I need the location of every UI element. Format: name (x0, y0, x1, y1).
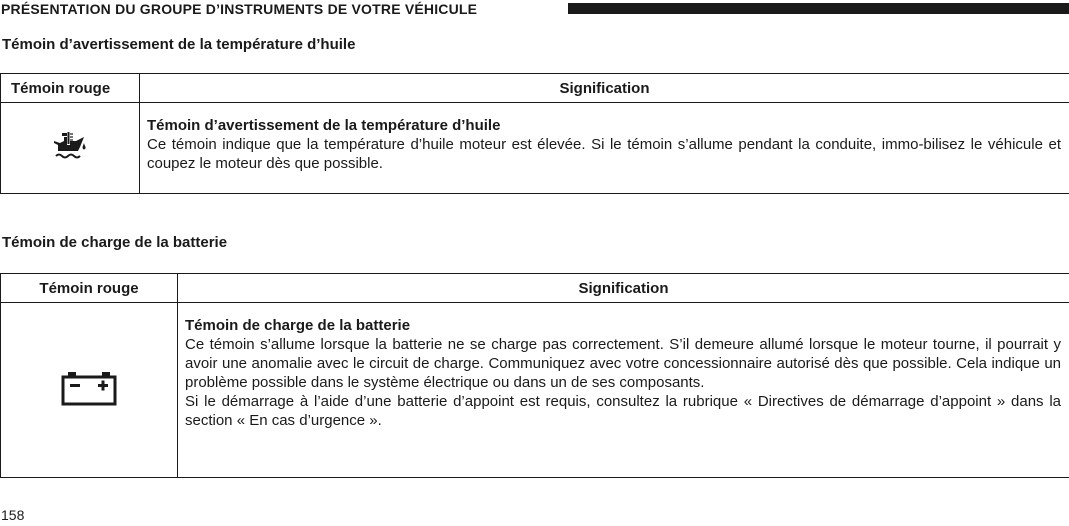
oil-description-cell (140, 103, 1069, 194)
battery-icon-cell (1, 303, 178, 478)
col-meaning-header: Signification (178, 274, 1069, 303)
col-indicator-header: Témoin rouge (1, 274, 178, 303)
table-header-row (1, 274, 1069, 303)
battery-description-title: Témoin de charge de la batterie (185, 317, 411, 334)
battery-warning-table (0, 273, 1069, 478)
battery-description-text: Ce témoin s’allume lorsque la batterie ne se charge pas correctement. S’il demeure allumé lorsque le moteur tourne, il pourrait y avoir une anomalie avec le circuit de charge. Communiquez avec votre concessionnaire autorisé dès que possible. Cela indique un problème possible dans le système électrique ou dans un de ses composants. (185, 336, 1061, 391)
header-title: PRÉSENTATION DU GROUPE D’INSTRUMENTS DE VOTRE VÉHICULE (1, 0, 485, 18)
col-indicator-header: Témoin rouge (1, 74, 140, 103)
header-bar (568, 3, 1069, 14)
table-row (1, 103, 1069, 194)
oil-section-title: Témoin d’avertissement de la température d’huile (2, 36, 356, 53)
table-header-row (1, 74, 1069, 103)
oil-icon-cell (1, 103, 140, 194)
page-number: 158 (1, 507, 25, 523)
page-header (0, 0, 1069, 20)
battery-description-text-2: Si le démarrage à l’aide d’une batterie d’appoint est requis, consultez la rubrique « Directives de démarrage d’appoint » dans la section « En cas d’urgence ». (185, 393, 1061, 429)
table-row (1, 303, 1069, 478)
oil-temperature-icon (50, 129, 90, 168)
battery-description-cell (178, 303, 1069, 478)
oil-description-title: Témoin d’avertissement de la température d’huile (147, 117, 501, 134)
battery-icon (60, 370, 118, 411)
battery-section-title: Témoin de charge de la batterie (2, 234, 228, 251)
oil-warning-table (0, 73, 1069, 194)
oil-description-text: Ce témoin indique que la température d’huile moteur est élevée. Si le témoin s’allume pendant la conduite, immo-bilisez le véhicule et coupez le moteur dès que possible. (147, 136, 1061, 172)
col-meaning-header: Signification (140, 74, 1069, 103)
